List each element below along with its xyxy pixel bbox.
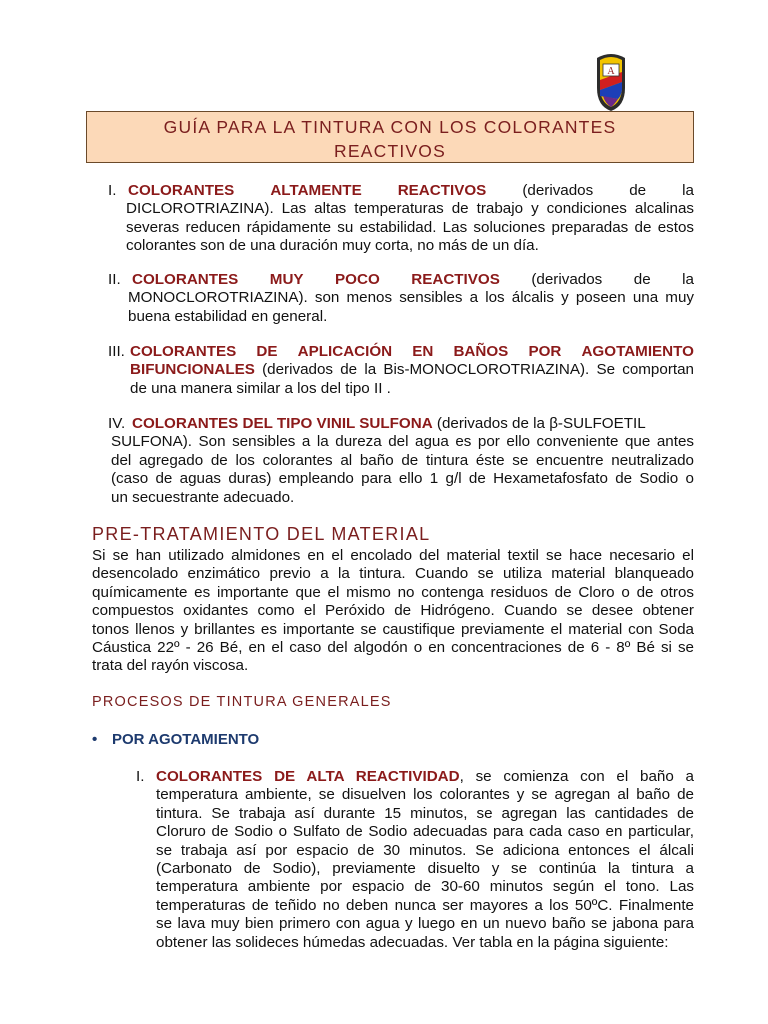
item-text-line: (caso de aguas duras) empleando para ello 1 g/l de Hexametafosfato de Sodio o <box>111 470 694 488</box>
section-heading-pretratamiento: PRE-TRATAMIENTO DEL MATERIAL <box>92 524 431 544</box>
item-text-line: (Carbonato de Sodio), previamente disuelto y se continúa la tintura a <box>156 859 694 877</box>
item-first-line <box>130 343 694 361</box>
item-text: (derivados de la Bis-MONOCLOROTRIAZINA). Se comportan <box>254 361 694 379</box>
item-text-line: SULFONA). Son sensibles a la dureza del agua es por ello conveniente que antes <box>111 433 694 451</box>
paragraph-line: Cáustica 22º - 26 Bé, en el caso del algodón o en concentraciones de 6 - 8º Bé si se <box>92 638 694 656</box>
item-heading-word: REACTIVOS <box>397 182 487 199</box>
item-heading: COLORANTES DEL TIPO VINIL SULFONA <box>132 415 433 432</box>
section-heading-procesos: PROCESOS DE TINTURA GENERALES <box>92 694 392 710</box>
item-first-line <box>156 768 694 786</box>
paragraph-line: desencolado enzimático previo a la tintura. Cuando se utiliza material blanqueado <box>92 565 694 583</box>
item-text-line: un secuestrante adecuado. <box>111 488 295 506</box>
item-first-line <box>132 271 694 289</box>
item-text-line: temperaturas de teñido no deben nunca ser mayores a los 50ºC. Finalmente <box>156 896 694 914</box>
item-text-line <box>130 361 694 379</box>
bullet-por-agotamiento <box>92 731 259 748</box>
item-heading-word: ALTAMENTE <box>270 182 362 199</box>
item-heading: COLORANTES DE ALTA REACTIVIDAD <box>156 768 460 785</box>
title-line-2: REACTIVOS <box>334 141 446 161</box>
bullet-dot-icon: • <box>92 731 98 748</box>
item-heading-word: BAÑOS <box>453 343 509 360</box>
item-word: de <box>629 182 647 199</box>
crest-logo <box>594 50 628 112</box>
item-text-line: Cloruro de Sodio o Sulfato de Sodio adecuadas para cada caso en particular, <box>156 823 694 841</box>
item-heading-word: COLORANTES <box>128 182 235 199</box>
item-heading-word: DE <box>256 343 278 360</box>
pretratamiento-paragraph <box>92 547 694 676</box>
item-word: la <box>682 182 694 199</box>
logo-letter: A <box>607 66 615 77</box>
item-text-line: de una manera similar a los del tipo II . <box>130 379 391 397</box>
item-number: IV. <box>108 415 126 432</box>
item-word: la <box>682 271 694 288</box>
title-box <box>86 111 694 163</box>
item-heading-word: BIFUNCIONALES <box>130 361 255 379</box>
item-word: (derivados <box>522 182 594 199</box>
bullet-label: POR AGOTAMIENTO <box>112 731 260 748</box>
item-text-line: tintura. Se trabaja así durante 15 minutos, se agregan las cantidades de <box>156 804 694 822</box>
item-text-line: severas reducen rápidamente su estabilidad. Las soluciones preparadas de estos <box>126 218 694 236</box>
item-number: I. <box>108 182 117 199</box>
item-heading-word: COLORANTES <box>130 343 237 360</box>
item-heading-word: MUY <box>269 271 304 288</box>
paragraph-line: químicamente es importante que el mismo no contenga residuos de Cloro o de otros <box>92 583 694 601</box>
item-first-line <box>132 415 694 433</box>
item-text-line: se trabaja así por espacio de 30 minutos. Se adiciona entonces el álcali <box>156 841 694 859</box>
item-first-line <box>128 182 694 200</box>
item-word: de <box>633 271 651 288</box>
item-number: II. <box>108 271 121 288</box>
item-word: (derivados <box>531 271 603 288</box>
item-heading-word: AGOTAMIENTO <box>581 343 694 360</box>
item-text-line: temperatura ambiente por espacio de 30-60 minutos según el tono. Las <box>156 878 694 896</box>
item-text-line: del agregado de los colorantes al baño de tintura éste se encuentre neutralizado <box>111 451 694 469</box>
item-text-line: DICLOROTRIAZINA). Las altas temperaturas de trabajo y condiciones alcalinas <box>126 200 694 218</box>
paragraph-line: Si se han utilizado almidones en el encolado del material textil se hace necesario el <box>92 547 694 564</box>
item-heading-word: POR <box>528 343 562 360</box>
item-heading-word: EN <box>412 343 434 360</box>
paragraph-line: compuestos oxidantes como el Peróxido de Hidrógeno. Cuando se desee obtener <box>92 602 694 620</box>
paragraph-line: tonos llenos y brillantes es importante se caustifique previamente el material con Soda <box>92 620 694 638</box>
item-heading-word: REACTIVOS <box>411 271 500 288</box>
title-line-1: GUÍA PARA LA TINTURA CON LOS COLORANTES <box>163 117 617 137</box>
item-text: (derivados de la β-SULFOETIL <box>432 415 646 432</box>
item-text-line: colorantes son de una duración muy corta, no más de un día. <box>126 237 539 255</box>
item-text-line: temperatura ambiente, se disuelven los colorantes y se agregan al baño de <box>156 786 694 804</box>
item-number: I. <box>136 768 145 785</box>
item-text: , se comienza con el baño a <box>459 768 694 785</box>
item-text-line: MONOCLOROTRIAZINA). son menos sensibles a los álcalis y poseen una muy <box>128 289 694 307</box>
item-text-line: buena estabilidad en general. <box>128 307 328 325</box>
item-number: III. <box>108 343 125 360</box>
paragraph-line: trata del rayón viscosa. <box>92 657 249 675</box>
item-heading-word: APLICACIÓN <box>297 343 393 360</box>
item-text-line: obtener las solideces húmedas adecuadas. Ver tabla en la página siguiente: <box>156 933 669 951</box>
item-text-line: se lava muy bien primero con agua y luego en un nuevo baño se jabona para <box>156 915 694 933</box>
item-heading-word: POCO <box>335 271 380 288</box>
item-heading-word: COLORANTES <box>132 271 239 288</box>
